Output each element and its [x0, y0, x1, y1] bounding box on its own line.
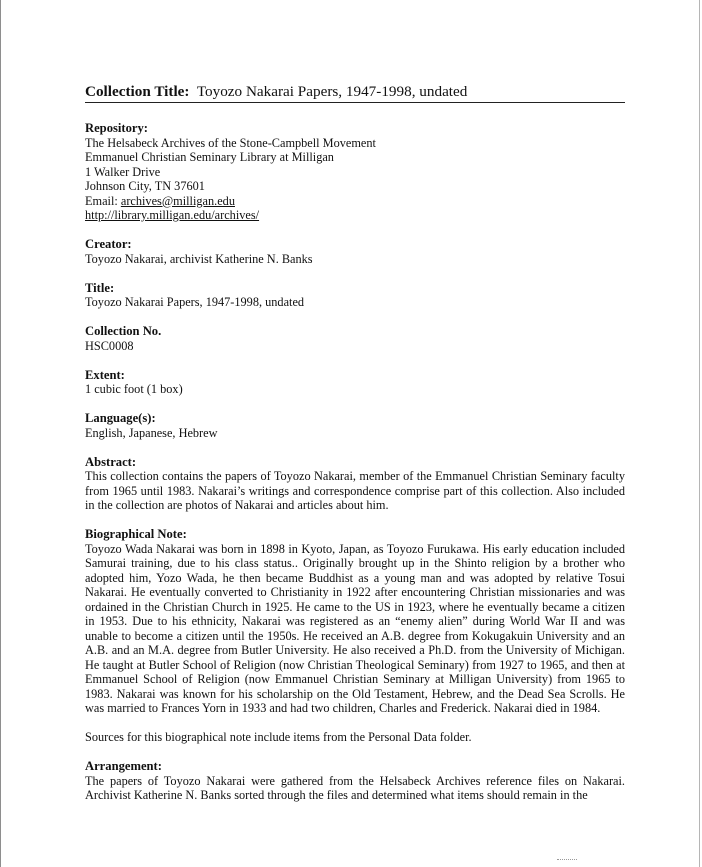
abstract-section [85, 455, 625, 513]
repository-line: Emmanuel Christian Seminary Library at Milligan [85, 150, 334, 164]
title-heading: Title: [85, 280, 115, 295]
finding-aid-content [85, 83, 625, 810]
repository-line: The Helsabeck Archives of the Stone-Campbell Movement [85, 135, 376, 150]
extent-text: 1 cubic foot (1 box) [85, 382, 183, 396]
email-label: Email: [85, 193, 121, 208]
repository-url-line [85, 208, 625, 223]
arrangement-section [85, 759, 625, 803]
biographical-note-section [85, 527, 625, 716]
extent-section [85, 368, 625, 397]
abstract-text: This collection contains the papers of Toyozo Nakarai, member of the Emmanuel Christian Seminary faculty from 1965 until 1983. Nakarai’s writings and correspondence comprise part of this collection. Also included in the collection are photos of Nakarai and articles about him. [85, 469, 625, 512]
collection-title-label: Collection Title: [85, 83, 190, 100]
collection-title [85, 83, 625, 103]
repository-section [85, 121, 625, 223]
email-link[interactable]: archives@milligan.edu [120, 193, 235, 208]
archives-url-link[interactable]: http://library.milligan.edu/archives/ [85, 208, 260, 222]
biographical-sources-section [85, 730, 625, 745]
title-section [85, 281, 625, 310]
biographical-note-heading: Biographical Note: [85, 527, 187, 541]
collection-title-value: Toyozo Nakarai Papers, 1947-1998, undated [196, 83, 468, 100]
languages-section [85, 411, 625, 440]
extent-heading: Extent: [85, 367, 125, 382]
creator-text: Toyozo Nakarai, archivist Katherine N. Banks [85, 251, 313, 266]
collection-no-heading: Collection No. [85, 324, 162, 338]
repository-line: Johnson City, TN 37601 [85, 179, 205, 193]
languages-heading: Language(s): [85, 411, 156, 425]
title-text: Toyozo Nakarai Papers, 1947-1998, undated [85, 295, 305, 309]
repository-email [85, 194, 625, 209]
collection-no-section [85, 324, 625, 353]
languages-text: English, Japanese, Hebrew [85, 425, 218, 440]
arrangement-heading: Arrangement: [85, 759, 162, 773]
page-edge-mark [557, 859, 577, 864]
biographical-note-text: Toyozo Wada Nakarai was born in 1898 in Kyoto, Japan, as Toyozo Furukawa. His early education included Samurai training, due to his class status.. Originally brought up in the Shinto religion by a brother who adopted him, Yozo Wada, he then became Buddhist as a young man and was adopted by relative Tosui Nakarai. He eventually converted to Christianity in 1922 after encountering Christian missionaries and was ordained in the Christian Church in 1925. He came to the US in 1923, where he eventually became a citizen in 1953. Due to his ethnicity, Nakarai was registered as an “enemy alien” during World War II and was unable to become a citizen until the 1950s. He received an A.B. degree from Kokugakuin University and an A.B. and an M.A. degree from Butler University. He also received a Ph.D. from the University of Michigan. He taught at Butler School of Religion (now Christian Theological Seminary) from 1927 to 1965, and then at Emmanuel School of Religion (now Emmanuel Christian Seminary at Milligan University) from 1965 to 1983. Nakarai was known for his scholarship on the Old Testament, Hebrew, and the Dead Sea Scrolls. He was married to Frances Yorn in 1933 and had two children, Charles and Frederick. Nakarai died in 1984. [85, 541, 625, 715]
collection-no-text: HSC0008 [85, 338, 134, 353]
arrangement-text: The papers of Toyozo Nakarai were gathered from the Helsabeck Archives reference files on Nakarai. Archivist Katherine N. Banks sorted through the files and determined what items should remain in the [85, 773, 625, 802]
biographical-sources-text: Sources for this biographical note include items from the Personal Data folder. [85, 730, 472, 744]
creator-heading: Creator: [85, 237, 132, 251]
repository-heading: Repository: [85, 121, 148, 135]
abstract-heading: Abstract: [85, 454, 137, 469]
creator-section [85, 237, 625, 266]
repository-line: 1 Walker Drive [85, 164, 161, 179]
